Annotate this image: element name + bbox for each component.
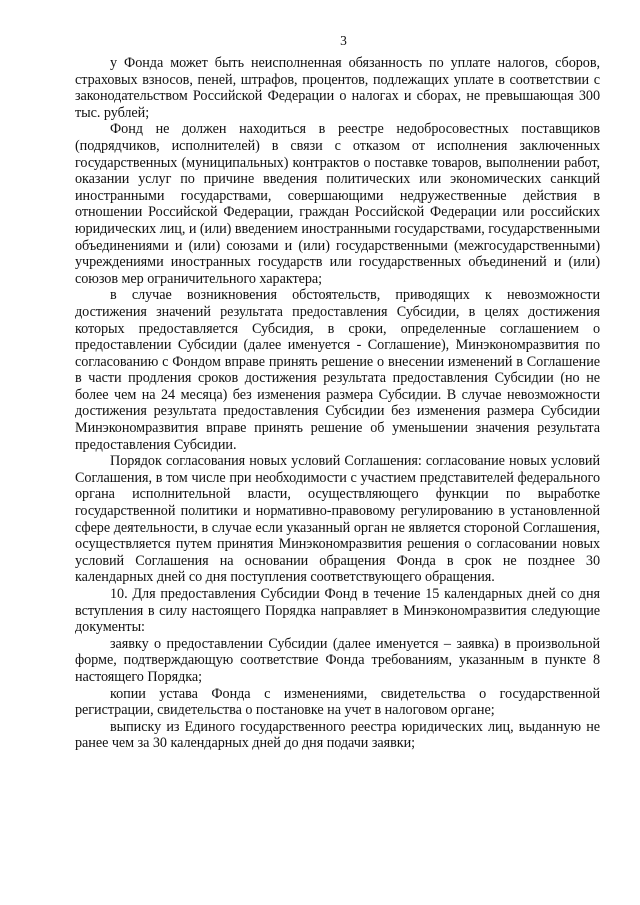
paragraph-tax-obligation: у Фонда может быть неисполненная обязанность по уплате налогов, сборов, страховых взносов, пеней, штрафов, процентов, подлежащих уплате в соответствии с законодательством Российской Федерации о налогах и сборах, не превышающая 300 тыс. рублей; (75, 55, 600, 121)
paragraph-agreement-procedure: Порядок согласования новых условий Соглашения: согласование новых условий Соглашения, в том числе при необходимости с участием представителей федерального органа исполнительной власти, осуществляющего функции по выработке государственной политики и нормативно-правовому регулированию в установленной сфере деятельности, в случае если указанный орган не является стороной Соглашения, осуществляется путем принятия Минэкономразвития решения о согласовании новых условий Соглашения на основании обращения Фонда в срок не позднее 30 календарных дней со дня поступления соответствующего обращения. (75, 453, 600, 586)
page-number: 3 (340, 33, 347, 48)
paragraph-registry-extract: выписку из Единого государственного реестра юридических лиц, выданную не ранее чем за 30 календарных дней до дня подачи заявки; (75, 718, 600, 752)
paragraph-unfair-suppliers-registry: Фонд не должен находиться в реестре недобросовестных поставщиков (подрядчиков, исполнителей) в связи с отказом от исполнения заключенных государственных (муниципальных) контрактов о поставке товаров, выполнении работ, оказании услуг по причине введения политических или экономических санкций иностранными государствами, совершающими недружественные действия в отношении Российской Федерации, граждан Российской Федерации или российских юридических лиц, и (или) введением иностранными государствами, государственными объединениями и (или) союзами и (или) государственными (межгосударственными) учреждениями иностранных государств или государственных объединений и (или) союзов мер ограничительного характера; (75, 121, 600, 287)
paragraph-charter-copies: копии устава Фонда с изменениями, свидетельства о государственной регистрации, свидетельства о постановке на учет в налоговом органе; (75, 685, 600, 719)
paragraph-application: заявку о предоставлении Субсидии (далее именуется – заявка) в произвольной форме, подтверждающую соответствие Фонда требованиям, указанным в пункте 8 настоящего Порядка; (75, 635, 600, 685)
paragraph-circumstances: в случае возникновения обстоятельств, приводящих к невозможности достижения значений результата предоставления Субсидии, в целях достижения которых предоставляется Субсидия, в сроки, определенные соглашением о предоставлении Субсидии (далее именуется - Соглашение), Минэкономразвития по согласованию с Фондом вправе принять решение о внесении изменений в Соглашение в части продления сроков достижения результата предоставления Субсидии (но не более чем на 24 месяца) без изменения размера Субсидии. В случае невозможности достижения результата предоставления Субсидии без изменения размера Субсидии Минэкономразвития вправе принять решение об уменьшении значения результата предоставления Субсидии. (75, 287, 600, 453)
paragraph-item-10: 10. Для предоставления Субсидии Фонд в течение 15 календарных дней со дня вступления в силу настоящего Порядка направляет в Минэкономразвития следующие документы: (75, 586, 600, 636)
